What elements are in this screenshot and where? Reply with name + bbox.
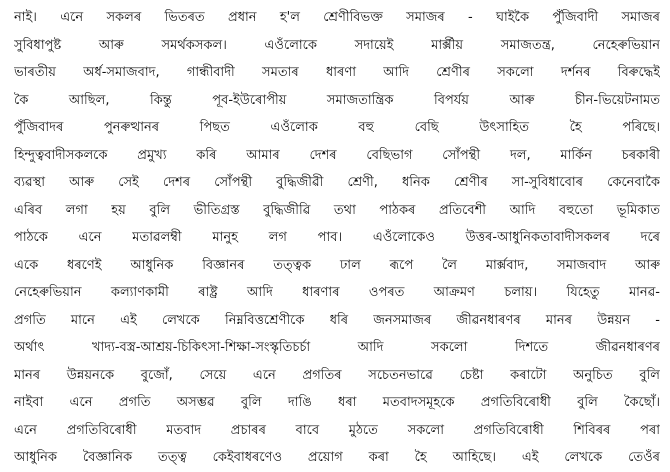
text-line: এনে প্ৰগতিবিৰোধী মতবাদ প্ৰচাৰৰ বাবে মুঠতে সকলো প্ৰগতিবিৰোধী শিবিৰৰ পৰা: [14, 422, 660, 438]
text-line: পুঁজিবাদৰ পুনৰুত্থানৰ পিছত এওঁলোক বহু বেছি উৎসাহিত হৈ পৰিছে।: [14, 120, 660, 135]
text-line: কৈ আছিল, কিন্তু পূব-ইউৰোপীয় সমাজতান্ত্ৰিক বিপৰ্যয় আৰু চীন-ভিয়েটনামত: [14, 92, 660, 108]
text-line: মানৰ উন্নয়নকে বুজোঁ, সেয়ে এনে প্ৰগতিৰ সচেতনভাৱে চেষ্টা কৰাটো অনুচিত বুলি: [14, 367, 660, 383]
text-line: ভাৰতীয় অৰ্ধ-সমাজবাদ, গান্ধীবাদী সমতাৰ ধাৰণা আদি শ্ৰেণীৰ সকলো দৰ্শনৰ বিৰুদ্ধেই: [14, 65, 660, 80]
text-line: আধুনিক বৈজ্ঞানিক তত্ত্ব কেইবাধৰণেও প্ৰয়োগ কৰা হৈ আহিছে। এই লেখকে তেওঁৰ: [14, 450, 660, 465]
text-line: হিন্দুত্ববাদীসকলকে প্ৰমুখ্য কৰি আমাৰ দেশৰ বেছিভাগ সোঁপন্থী দল, মাৰ্কিন চৰকাৰী: [14, 147, 660, 163]
text-line: প্ৰগতি মানে এই লেখকে নিম্নবিত্তশ্ৰেণীকে ধৰি জনসমাজৰ জীৱনধাৰণৰ মানৰ উন্নয়ন -: [14, 312, 660, 328]
text-line: এৰিব লগা হয় বুলি ভীতিগ্ৰস্ত বুদ্ধিজীৱি তথা পাঠকৰ প্ৰতিবেশী আদি বহুতো ভূমিকাত: [14, 202, 660, 218]
text-line: পাঠকে এনে মতাৱলম্বী মানুহ লগ পাব। এওঁলোকেও উত্তৰ-আধুনিকতাবাদীসকলৰ দৰে: [14, 230, 660, 245]
text-line: নাই। এনে সকলৰ ভিতৰত প্ৰধান হ'ল শ্ৰেণীবিভক্ত সমাজৰ - ঘাইকৈ পুঁজিবাদী সমাজৰ: [14, 10, 660, 25]
text-line: নেহেৰুভিয়ান কল্যাণকামী ৰাষ্ট্ৰ আদি ধাৰণাৰ ওপৰত আক্ৰমণ চলায়। যিহেতু মানৱ-: [14, 285, 660, 300]
text-line: নাইবা এনে প্ৰগতি অসম্ভৱ বুলি দাঙি ধৰা মতবাদসমূহকে প্ৰগতিবিৰোধী বুলি কৈছোঁ।: [14, 395, 660, 410]
document-text-body: [14, 4, 660, 472]
text-line: একে ধৰণেই আধুনিক বিজ্ঞানৰ তত্ত্বক ঢাল ৰূপে লৈ মাৰ্ক্সবাদ, সমাজবাদ আৰু: [14, 257, 660, 273]
text-line: সুবিধাপুষ্ট আৰু সমৰ্থকসকল। এওঁলোকে সদায়েই মাৰ্ক্সীয় সমাজতন্ত্ৰ, নেহেৰুভিয়ান: [14, 37, 660, 53]
text-line: অৰ্থাৎ খাদ্য-বস্ত্ৰ-আশ্ৰয়-চিকিৎসা-শিক্ষা-সংস্কৃতিচৰ্চা আদি সকলো দিশতে জীৱনধাৰণৰ: [14, 340, 660, 355]
text-line: ব্যৱস্থা আৰু সেই দেশৰ সোঁপন্থী বুদ্ধিজীৱী শ্ৰেণী, ধনিক শ্ৰেণীৰ সা-সুবিধাবোৰ কেনেবাকৈ: [14, 175, 660, 190]
